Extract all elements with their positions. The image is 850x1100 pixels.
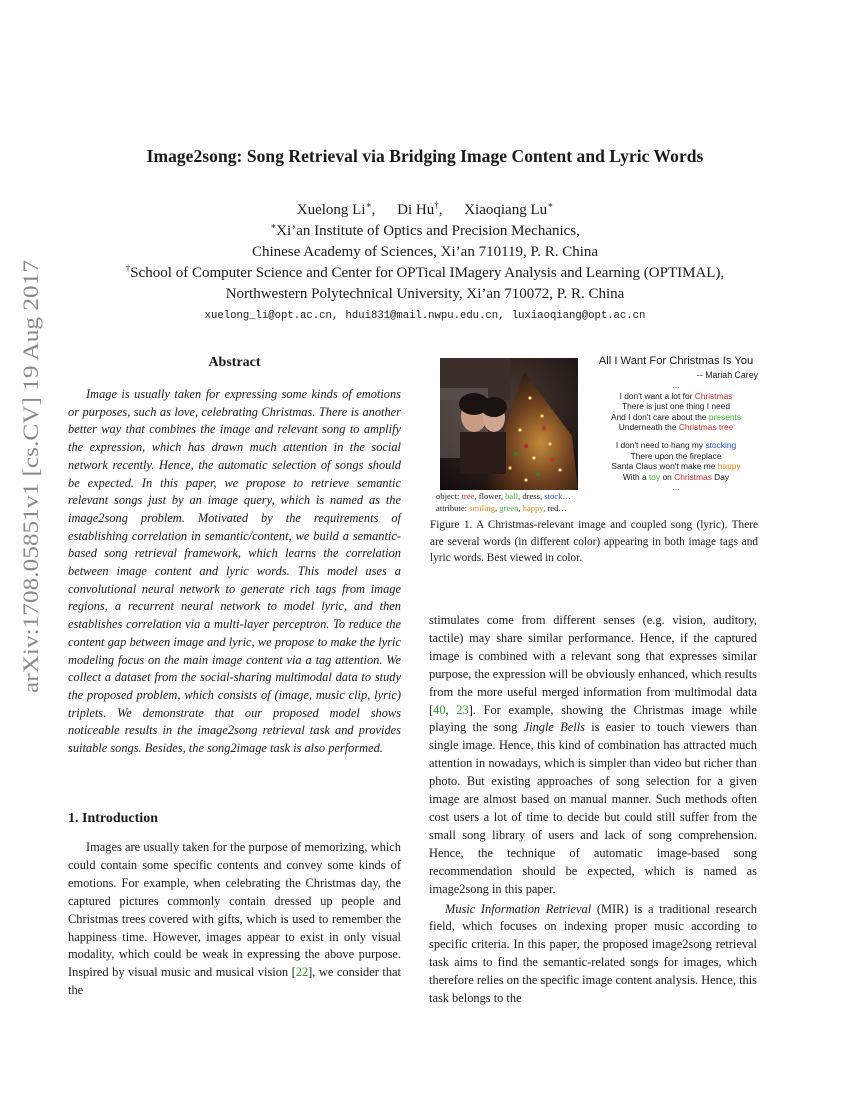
lyric-line: I don't need to hang my stocking [615, 439, 737, 450]
author-2: Di Hu†, [397, 200, 443, 218]
term-mir: Music Information Retrieval [445, 901, 592, 916]
christmas-photo [440, 358, 578, 490]
arxiv-identifier [10, 258, 50, 693]
author-names [60, 200, 790, 221]
object-tags: object: tree, flower, ball, dress, stock… [436, 491, 572, 501]
affiliation-1-line-1: ∗Xi’an Institute of Optics and Precision Mechanics, [270, 221, 580, 239]
tag-flower: flower [478, 491, 501, 501]
lyric-line: Santa Claus won't make me happy [611, 461, 741, 472]
affiliation-1-line-2: Chinese Academy of Sciences, Xi’an 710119, P. R. China [251, 244, 599, 260]
figure-1-caption: Figure 1. A Christmas-relevant image and coupled song (lyric). There are several words (in different color) appearing in both image tags and lyric words. Best viewed in color. [430, 519, 758, 564]
tag-green: green [499, 502, 519, 513]
abstract-text: Image is usually taken for expressing some kinds of emotions or purposes, such as love, celebrating Christmas. There is another better way that combines the image and relevant song to amplify the expression, which has drawn much attention in the social network recently. Hence, the automatic selection of songs should be expected. In this paper, we propose to retrieve semantic relevant songs just by an image query, which is named as the image2song problem. Motivated by the requirements of establishing correlation in semantic/content, we build a semantic-based song retrieval framework, which learns the correlation between image content and lyric words. This model uses a convolutional neural network to generate rich tags from image regions, a recurrent neural network to model lyric, and then establishes correlation via a multi-layer perceptron. To reduce the content gap between image and lyric, we propose to make the lyric modeling focus on the main image content via a tag attention. We collect a dataset from the social-sharing multimodal data to study the proposed problem, which consists of (image, music clip, lyric) triplets. We demonstrate that our proposed model shows noticeable results in the image2song retrieval task and provides suitable songs. Besides, the song2image task is also performed. [68, 387, 401, 756]
author-3-mark: ∗ [547, 200, 554, 210]
tag-red: red… [547, 502, 567, 513]
section-heading-introduction: 1. Introduction [68, 811, 158, 826]
tag-happy: happy [522, 502, 544, 513]
tag-smiling: smiling [469, 502, 495, 513]
song-artist: -- Mariah Carey [696, 370, 758, 380]
tag-tree: tree [461, 491, 475, 501]
arxiv-identifier-text: arXiv:1708.05851v1 [cs.CV] 19 Aug 2017 [18, 308, 43, 693]
citation-link[interactable]: 22 [295, 965, 309, 980]
lyric-line: I don't want a lot for Christmas [619, 390, 733, 401]
figure-1 [430, 350, 760, 513]
song-lyric [592, 350, 760, 493]
lyric-line: And I don't care about the presents [610, 411, 742, 422]
author-emails: xuelong_li@opt.ac.cn, hdui831@mail.nwpu.edu.cn, luxiaoqiang@opt.ac.cn [204, 310, 646, 322]
author-2-mark: † [434, 200, 439, 210]
paragraph: Music Information Retrieval (MIR) is a traditional research field, which focuses on indexing proper music according to specific criteria. In this paper, the proposed image2song retrieval task aims to find the semantic-related songs for images, which therefore relies on the specific image content analysis. Hence, this task belongs to the [429, 901, 758, 1006]
paragraph: stimulates come from different senses (e.g. vision, auditory, tactile) may share similar performance. Hence, if the captured image is combined with a relevant song that expresses similar purpose, the expression will be obviously enhanced, which results from the more useful merged information from multimodal data [40, 23]. For example, showing the Christmas image while playing the song Jingle Bells is easier to touch viewers than single image. Hence, this kind of combination has attracted much attention in nowadays, which is simpler than video but richer than photo. But existing approaches of song selection for a given image are almost based on manual manner. Such methods often cost users a lot of time to decide but could still suffer from the small song library of users and lack of song comprehension. Hence, the technique of automatic image-based song recommendation should be expected, which is named as image2song in this paper. [429, 613, 757, 896]
lyric-ellipsis: … [671, 482, 681, 493]
song-title: All I Want For Christmas Is You [598, 355, 754, 367]
citation-link[interactable]: 23 [456, 702, 469, 717]
tag-stock: stock… [544, 491, 572, 501]
christmas-photo-image [440, 358, 578, 490]
author-1: Xuelong Li∗, [296, 200, 376, 218]
paper-title: Image2song: Song Retrieval via Bridging Image Content and Lyric Words [146, 146, 704, 166]
intro-paragraph: Images are usually taken for the purpose of memorizing, which could contain some specific contents and convey some kinds of emotions. For example, when celebrating the Christmas day, the captured pictures commonly contain dressed up people and Christmas trees covered with gifts, which is used to remember the happiness time. However, images appear to exist in only visual modality, which could be weak in expressing the above purpose. Inspired by visual music and musical vision [22], we consider that the [68, 840, 401, 998]
author-1-mark: ∗ [365, 200, 372, 210]
affiliation-2-line-1: †School of Computer Science and Center for OPTical IMagery Analysis and Learning (OPTIMAL), [125, 263, 725, 281]
image-tags [436, 491, 596, 514]
lyric-line: There is just one thing I need [621, 401, 730, 412]
abstract-heading: Abstract [208, 355, 261, 370]
author-3: Xiaoqiang Lu∗ [464, 200, 554, 218]
tag-ball: ball [505, 491, 519, 501]
lyric-ellipsis: … [671, 380, 681, 390]
affiliation-2-line-2: Northwestern Polytechnical University, Xi’an 710072, P. R. China [225, 286, 625, 302]
song-name: Jingle Bells [523, 720, 585, 735]
citation-link[interactable]: 40 [433, 702, 446, 717]
tag-dress: dress [522, 491, 540, 501]
attribute-tags: attribute: smiling, green, happy, red… [436, 502, 567, 513]
lyric-line: Underneath the Christmas tree [618, 422, 734, 433]
arxiv-identifier-graphic [10, 258, 50, 693]
author-block [60, 200, 790, 327]
lyric-line: With a toy on Christmas Day [622, 471, 730, 482]
lyric-line: There upon the fireplace [630, 450, 722, 461]
right-column-text [429, 612, 757, 1008]
